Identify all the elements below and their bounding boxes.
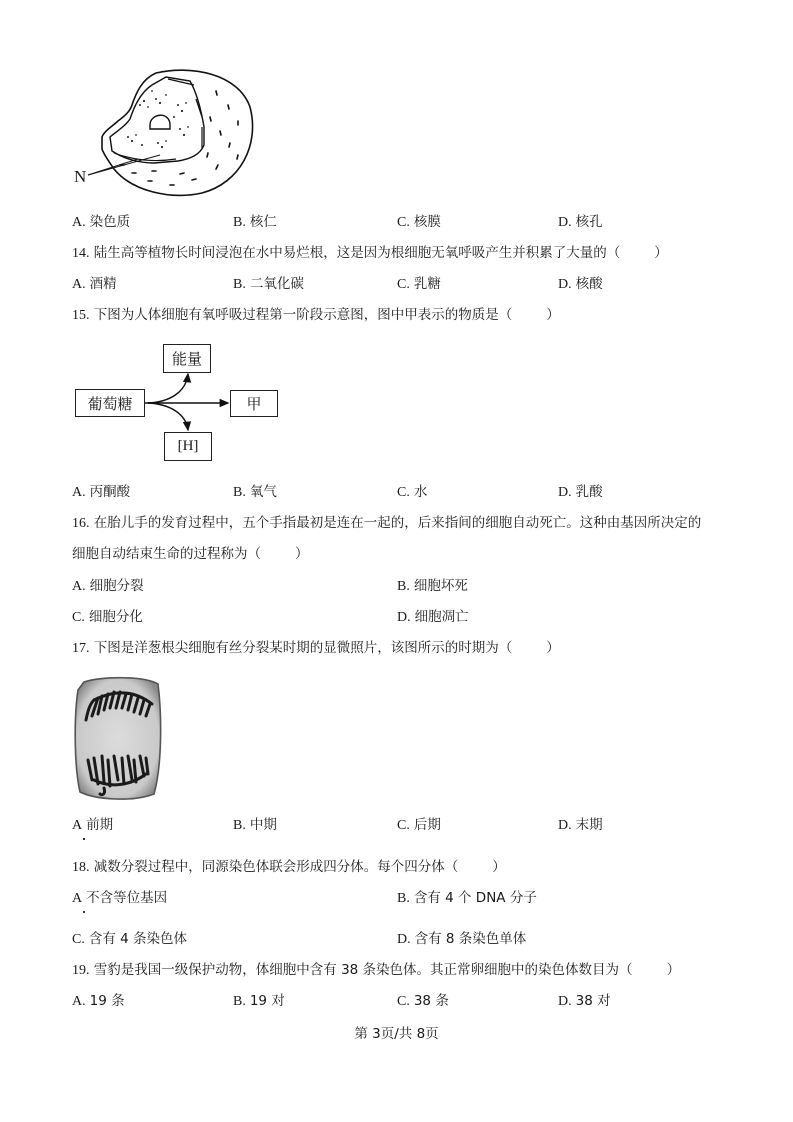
option-label: B.	[233, 277, 246, 292]
q16-option-a[interactable]	[72, 577, 144, 596]
q14-option-b[interactable]	[233, 275, 304, 294]
q16-option-c[interactable]	[72, 608, 143, 627]
option-text: 酒精	[89, 276, 117, 292]
q17-option-b[interactable]	[233, 816, 277, 835]
option-label: D.	[558, 818, 572, 833]
diagram-box-energy: 能量	[163, 344, 211, 373]
q13-option-a[interactable]	[72, 213, 130, 232]
question-number: 19.	[72, 963, 90, 978]
q16-option-d[interactable]	[397, 608, 469, 627]
question-text: 细胞自动结束生命的过程称为（	[72, 546, 261, 562]
option-label: A.	[72, 579, 86, 594]
option-label: C.	[397, 485, 410, 500]
option-label: A.	[72, 215, 86, 230]
option-label: B.	[233, 215, 246, 230]
question-18-stem	[72, 858, 506, 877]
option-text: 细胞坏死	[413, 578, 468, 594]
option-label: C.	[397, 277, 410, 292]
option-text: 细胞分化	[88, 609, 143, 625]
question-number: 16.	[72, 516, 90, 531]
q15-option-b[interactable]	[233, 483, 277, 502]
q17-option-a[interactable]	[72, 816, 113, 835]
option-label: A	[72, 891, 83, 906]
q14-option-d[interactable]	[558, 275, 603, 294]
option-text: 末期	[575, 817, 603, 833]
close-paren: ）	[654, 245, 668, 261]
diagram-box-glucose: 葡萄糖	[75, 389, 145, 417]
option-text: 染色质	[89, 214, 131, 230]
option-label: A.	[72, 277, 86, 292]
diagram-box-jia: 甲	[230, 390, 278, 417]
option-text: 含有 8 条染色单体	[414, 931, 527, 947]
option-label: A.	[72, 485, 86, 500]
stray-period-mark	[83, 911, 85, 913]
cell-nucleus-figure	[70, 55, 260, 205]
figure-label-n: N	[74, 167, 87, 186]
q19-option-c[interactable]	[397, 992, 449, 1011]
q14-option-c[interactable]	[397, 275, 441, 294]
page-footer: 第 3页/共 8页	[354, 1026, 439, 1042]
question-number: 17.	[72, 641, 90, 656]
question-text: 下图为人体细胞有氧呼吸过程第一阶段示意图，图中甲表示的物质是（	[93, 307, 513, 323]
option-label: D.	[397, 932, 411, 947]
question-16-stem-line2	[72, 545, 309, 563]
q19-option-b[interactable]	[233, 992, 285, 1011]
question-15-stem	[72, 306, 560, 325]
option-text: 乳糖	[413, 276, 441, 292]
q18-option-a[interactable]	[72, 889, 167, 908]
option-label: C.	[397, 818, 410, 833]
question-text: 在胎儿手的发育过程中，五个手指最初是连在一起的，后来指间的细胞自动死亡。这种由基因所决定的	[93, 515, 702, 531]
option-label: C.	[397, 994, 410, 1009]
option-label: C.	[72, 610, 85, 625]
question-16-stem-line1	[72, 514, 701, 533]
option-label: B.	[397, 579, 410, 594]
question-19-stem	[72, 961, 680, 980]
cell-diagram-icon	[70, 55, 260, 205]
question-text: 陆生高等植物长时间浸泡在水中易烂根，这是因为根细胞无氧呼吸产生并积累了大量的（	[93, 245, 621, 261]
option-text: 细胞凋亡	[414, 609, 469, 625]
option-text: 乳酸	[575, 484, 603, 500]
option-text: 后期	[413, 817, 441, 833]
q15-option-c[interactable]	[397, 483, 427, 502]
option-text: 核酸	[575, 276, 603, 292]
option-text: 二氧化碳	[249, 276, 304, 292]
q17-option-d[interactable]	[558, 816, 603, 835]
option-text: 19 对	[249, 993, 285, 1009]
option-label: D.	[558, 215, 572, 230]
option-text: 细胞分裂	[89, 578, 144, 594]
option-text: 19 条	[89, 993, 125, 1009]
question-text: 雪豹是我国一级保护动物，体细胞中含有 38 条染色体。其正常卵细胞中的染色体数目为（	[93, 962, 633, 978]
option-text: 前期	[86, 817, 114, 833]
option-text: 丙酮酸	[89, 484, 131, 500]
question-17-stem	[72, 639, 560, 658]
option-label: C.	[397, 215, 410, 230]
option-label: D.	[558, 277, 572, 292]
mitosis-micrograph	[74, 676, 162, 802]
option-text: 核膜	[413, 214, 441, 230]
q18-option-c[interactable]	[72, 930, 187, 949]
question-number: 18.	[72, 860, 90, 875]
option-label: D.	[558, 485, 572, 500]
question-14-stem	[72, 244, 668, 263]
q18-option-d[interactable]	[397, 930, 526, 949]
q15-option-a[interactable]	[72, 483, 130, 502]
option-text: 中期	[249, 817, 277, 833]
diagram-box-h: [H]	[164, 432, 212, 461]
option-text: 含有 4 个 DNA 分子	[413, 890, 537, 906]
q16-option-b[interactable]	[397, 577, 468, 596]
q19-option-a[interactable]	[72, 992, 125, 1011]
stray-period-mark	[83, 838, 85, 840]
option-label: B.	[233, 818, 246, 833]
q13-option-d[interactable]	[558, 213, 603, 232]
q19-option-d[interactable]	[558, 992, 611, 1011]
question-text: 下图是洋葱根尖细胞有丝分裂某时期的显微照片，该图所示的时期为（	[93, 640, 513, 656]
option-label: B.	[397, 891, 410, 906]
q14-option-a[interactable]	[72, 275, 117, 294]
option-text: 含有 4 条染色体	[88, 931, 188, 947]
close-paren: ）	[666, 962, 681, 978]
option-label: A.	[72, 994, 86, 1009]
option-label: B.	[233, 485, 246, 500]
option-text: 核孔	[575, 214, 603, 230]
option-text: 氧气	[249, 484, 277, 500]
micrograph-image-icon	[74, 676, 162, 802]
q13-option-b[interactable]	[233, 213, 277, 232]
close-paren: ）	[546, 307, 560, 323]
close-paren: ）	[492, 859, 506, 875]
option-label: D.	[397, 610, 411, 625]
q15-option-d[interactable]	[558, 483, 603, 502]
option-text: 38 对	[575, 993, 611, 1009]
q18-option-b[interactable]	[397, 889, 537, 908]
close-paren: ）	[546, 640, 560, 656]
question-number: 15.	[72, 308, 90, 323]
option-label: D.	[558, 994, 572, 1009]
question-number: 14.	[72, 246, 90, 261]
option-text: 核仁	[249, 214, 277, 230]
q13-option-c[interactable]	[397, 213, 441, 232]
option-label: A	[72, 818, 83, 833]
question-text: 减数分裂过程中，同源染色体联会形成四分体。每个四分体（	[93, 859, 459, 875]
option-text: 不含等位基因	[86, 890, 168, 906]
option-label: C.	[72, 932, 85, 947]
option-label: B.	[233, 994, 246, 1009]
q17-option-c[interactable]	[397, 816, 441, 835]
option-text: 38 条	[413, 993, 449, 1009]
option-text: 水	[413, 484, 428, 500]
close-paren: ）	[295, 546, 309, 562]
